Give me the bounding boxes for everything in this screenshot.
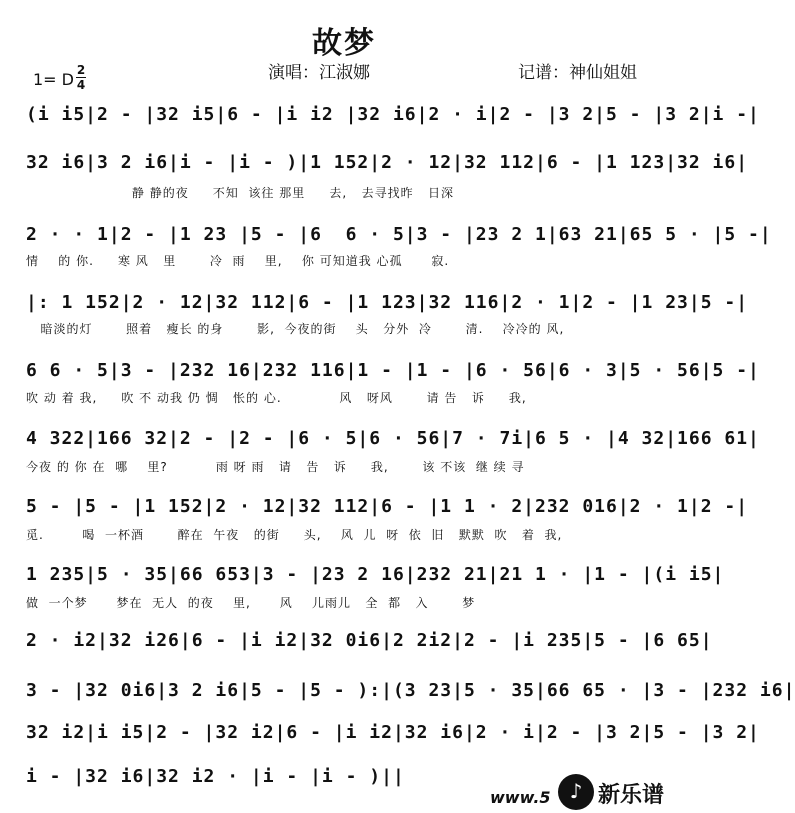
score-line-8: 1 235|5 · 35|66 653|3 - |23 2 16|232 21|21 1 · |1 - |(i i5| <box>26 564 725 585</box>
arranger-credit: 记谱：神仙姐姐 <box>518 63 637 83</box>
key-signature: 1= D <box>33 70 74 89</box>
lyric-line-5: 吹 动 着 我, 吹 不 动我 仍 惆 怅的 心. 风 呀风 请 告 诉 我, <box>26 391 527 405</box>
page-title: 故梦 <box>312 26 376 61</box>
score-line-4: |: 1 152|2 · 12|32 112|6 - |1 123|32 116|2 · 1|2 - |1 23|5 -| <box>26 292 749 313</box>
score-line-9: 2 · i2|32 i26|6 - |i i2|32 0i6|2 2i2|2 - |i 235|5 - |6 65| <box>26 630 713 651</box>
lyric-line-2: 静 静的夜 不知 该往 那里 去, 去寻找昨 日深 <box>26 186 455 200</box>
time-signature-top: 2 <box>76 63 86 77</box>
lyric-line-4: 暗淡的灯 照着 瘦长 的身 影, 今夜的街 头 分外 冷 清. 冷冷的 风, <box>26 322 565 336</box>
lyric-line-8: 做 一个梦 梦在 无人 的夜 里, 风 儿雨儿 全 都 入 梦 <box>26 596 476 610</box>
singer-credit: 演唱：江淑娜 <box>268 63 370 83</box>
score-line-6: 4 322|166 32|2 - |2 - |6 · 5|6 · 56|7 · 7i|6 5 · |4 32|166 61| <box>26 428 760 449</box>
lyric-line-7: 觅. 喝 一杯酒 醉在 午夜 的街 头, 风 儿 呀 依 旧 默默 吹 着 我, <box>26 528 563 542</box>
score-line-11: 32 i2|i i5|2 - |32 i2|6 - |i i2|32 i6|2 · i|2 - |3 2|5 - |3 2| <box>26 722 760 743</box>
site-url[interactable]: www.5 <box>490 788 551 807</box>
score-line-10: 3 - |32 0i6|3 2 i6|5 - |5 - ):|(3 23|5 · 35|66 65 · |3 - |232 i6| <box>26 680 795 701</box>
score-line-7: 5 - |5 - |1 152|2 · 12|32 112|6 - |1 1 · 2|232 016|2 · 1|2 -| <box>26 496 749 517</box>
site-logo-text: 新乐谱 <box>598 783 665 808</box>
lyric-line-3: 情 的 你. 寒 风 里 冷 雨 里, 你 可知道我 心孤 寂. <box>26 254 450 268</box>
lyric-line-6: 今夜 的 你 在 哪 里? 雨 呀 雨 请 告 诉 我, 该 不该 继 续 寻 <box>26 460 525 474</box>
score-line-1: (i i5|2 - |32 i5|6 - |i i2 |32 i6|2 · i|2 - |3 2|5 - |3 2|i -| <box>26 104 760 125</box>
music-disc-icon: ♪ <box>558 774 594 810</box>
score-line-5: 6 6 · 5|3 - |232 16|232 116|1 - |1 - |6 · 56|6 · 3|5 · 56|5 -| <box>26 360 760 381</box>
score-line-2: 32 i6|3 2 i6|i - |i - )|1 152|2 · 12|32 112|6 - |1 123|32 i6| <box>26 152 749 173</box>
score-line-12: i - |32 i6|32 i2 · |i - |i - )|| <box>26 766 405 787</box>
score-line-3: 2 · · 1|2 - |1 23 |5 - |6 6 · 5|3 - |23 2 1|63 21|65 5 · |5 -| <box>26 224 772 245</box>
site-footer <box>490 770 688 813</box>
time-signature <box>76 64 86 91</box>
time-signature-bottom: 4 <box>76 78 86 92</box>
